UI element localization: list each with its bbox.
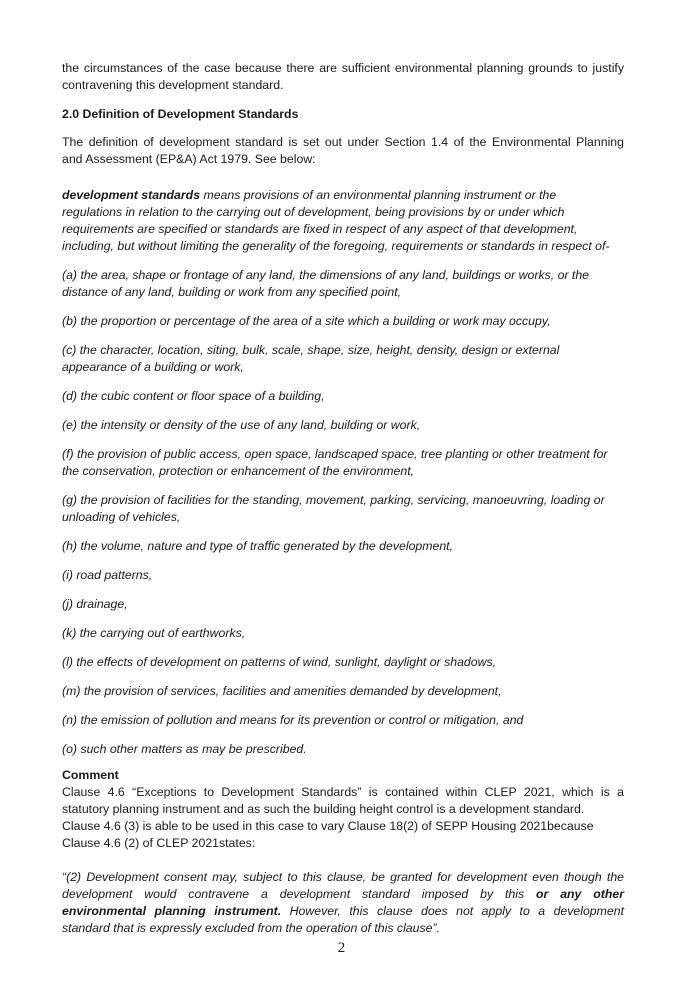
intro-line: the circumstances of the case because there are sufficient environmental planning grounds to justify [62,61,624,75]
definition-line: requirements are specified or standards are fixed in respect of any aspect of that development, [62,222,578,236]
list-item-line: (c) the character, location, siting, bulk, scale, shape, size, height, density, design or external [62,343,560,357]
list-item-line: appearance of a building or work, [62,360,244,374]
list-item-line: (e) the intensity or density of the use of any land, building or work, [62,418,421,432]
list-item-line: (h) the volume, nature and type of traffic generated by the development, [62,539,454,553]
list-item-line: (f) the provision of public access, open space, landscaped space, tree planting or other treatment for [62,447,608,461]
list-item-line: (o) such other matters as may be prescribed. [62,742,307,756]
comment-line: Clause 4.6 “Exceptions to Development Standards” is contained within CLEP 2021, which is a [62,785,624,799]
list-item-line: (i) road patterns, [62,568,153,582]
quote-emphasis: or any other [536,887,625,901]
list-item-line: (d) the cubic content or floor space of a building, [62,389,325,403]
list-item-line: (n) the emission of pollution and means for its prevention or control or mitigation, and [62,713,524,727]
comment-paragraph [62,784,624,852]
comment-heading: Comment [62,768,119,782]
definition-line [62,187,624,204]
list-item-line: (m) the provision of services, facilities and amenities demanded by development, [62,684,502,698]
comment-line: statutory planning instrument and as such the building height control is a development standard. [62,802,585,816]
list-item-line: (a) the area, shape or frontage of any land, the dimensions of any land, buildings or works, or the [62,268,590,282]
list-item-line: (j) drainage, [62,597,128,611]
list-item-b [62,313,624,330]
list-item-f [62,446,624,480]
list-item-k [62,625,624,642]
list-item-line: unloading of vehicles, [62,510,181,524]
list-item-a [62,267,624,301]
standards-list [62,267,624,758]
intro-line: contravening this development standard. [62,78,284,92]
list-item-l [62,654,624,671]
list-item-g [62,492,624,526]
list-item-e [62,417,624,434]
quote-text: However, this clause does not apply to a development [281,904,624,918]
definition-intro [62,134,624,168]
intro-paragraph [62,60,624,94]
quote-line: standard that is expressly excluded from the operation of this clause”. [62,921,440,935]
list-item-d [62,388,624,405]
defined-term: development standards [62,188,201,202]
section-heading: 2.0 Definition of Development Standards [62,107,299,121]
list-item-n [62,712,624,729]
comment-line: Clause 4.6 (3) is able to be used in this case to vary Clause 18(2) of SEPP Housing 2021because [62,819,594,833]
definition-paragraph [62,187,624,255]
list-item-c [62,342,624,376]
comment-line: Clause 4.6 (2) of CLEP 2021states: [62,836,256,850]
page-number: 2 [337,940,346,956]
list-item-line: distance of any land, building or work from any specified point, [62,285,402,299]
quote-line [62,903,624,920]
list-item-h [62,538,624,555]
list-item-o [62,741,624,758]
quote-emphasis: environmental planning instrument. [62,904,282,918]
document-page [62,60,624,937]
definition-line: regulations in relation to the carrying out of development, being provisions by or under which [62,205,565,219]
quote-line: “(2) Development consent may, subject to this clause, be granted for development even though the [62,870,624,884]
list-item-line: (k) the carrying out of earthworks, [62,626,246,640]
list-item-i [62,567,624,584]
quoted-clause [62,869,624,937]
list-item-line: the conservation, protection or enhancement of the environment, [62,464,415,478]
definition-intro-line: The definition of development standard is set out under Section 1.4 of the Environmental Planning [62,135,624,149]
quote-line [62,886,624,903]
definition-line: including, but without limiting the generality of the foregoing, requirements or standards in respect of- [62,239,610,253]
list-item-j [62,596,624,613]
quote-text: development would contravene a development standard imposed by this [62,887,537,901]
list-item-line: (g) the provision of facilities for the standing, movement, parking, servicing, manoeuvring, loading or [62,493,605,507]
definition-intro-line: and Assessment (EP&A) Act 1979. See below: [62,152,316,166]
list-item-m [62,683,624,700]
list-item-line: (b) the proportion or percentage of the area of a site which a building or work may occupy, [62,314,551,328]
definition-text: means provisions of an environmental planning instrument or the [200,188,557,202]
list-item-line: (l) the effects of development on patterns of wind, sunlight, daylight or shadows, [62,655,497,669]
